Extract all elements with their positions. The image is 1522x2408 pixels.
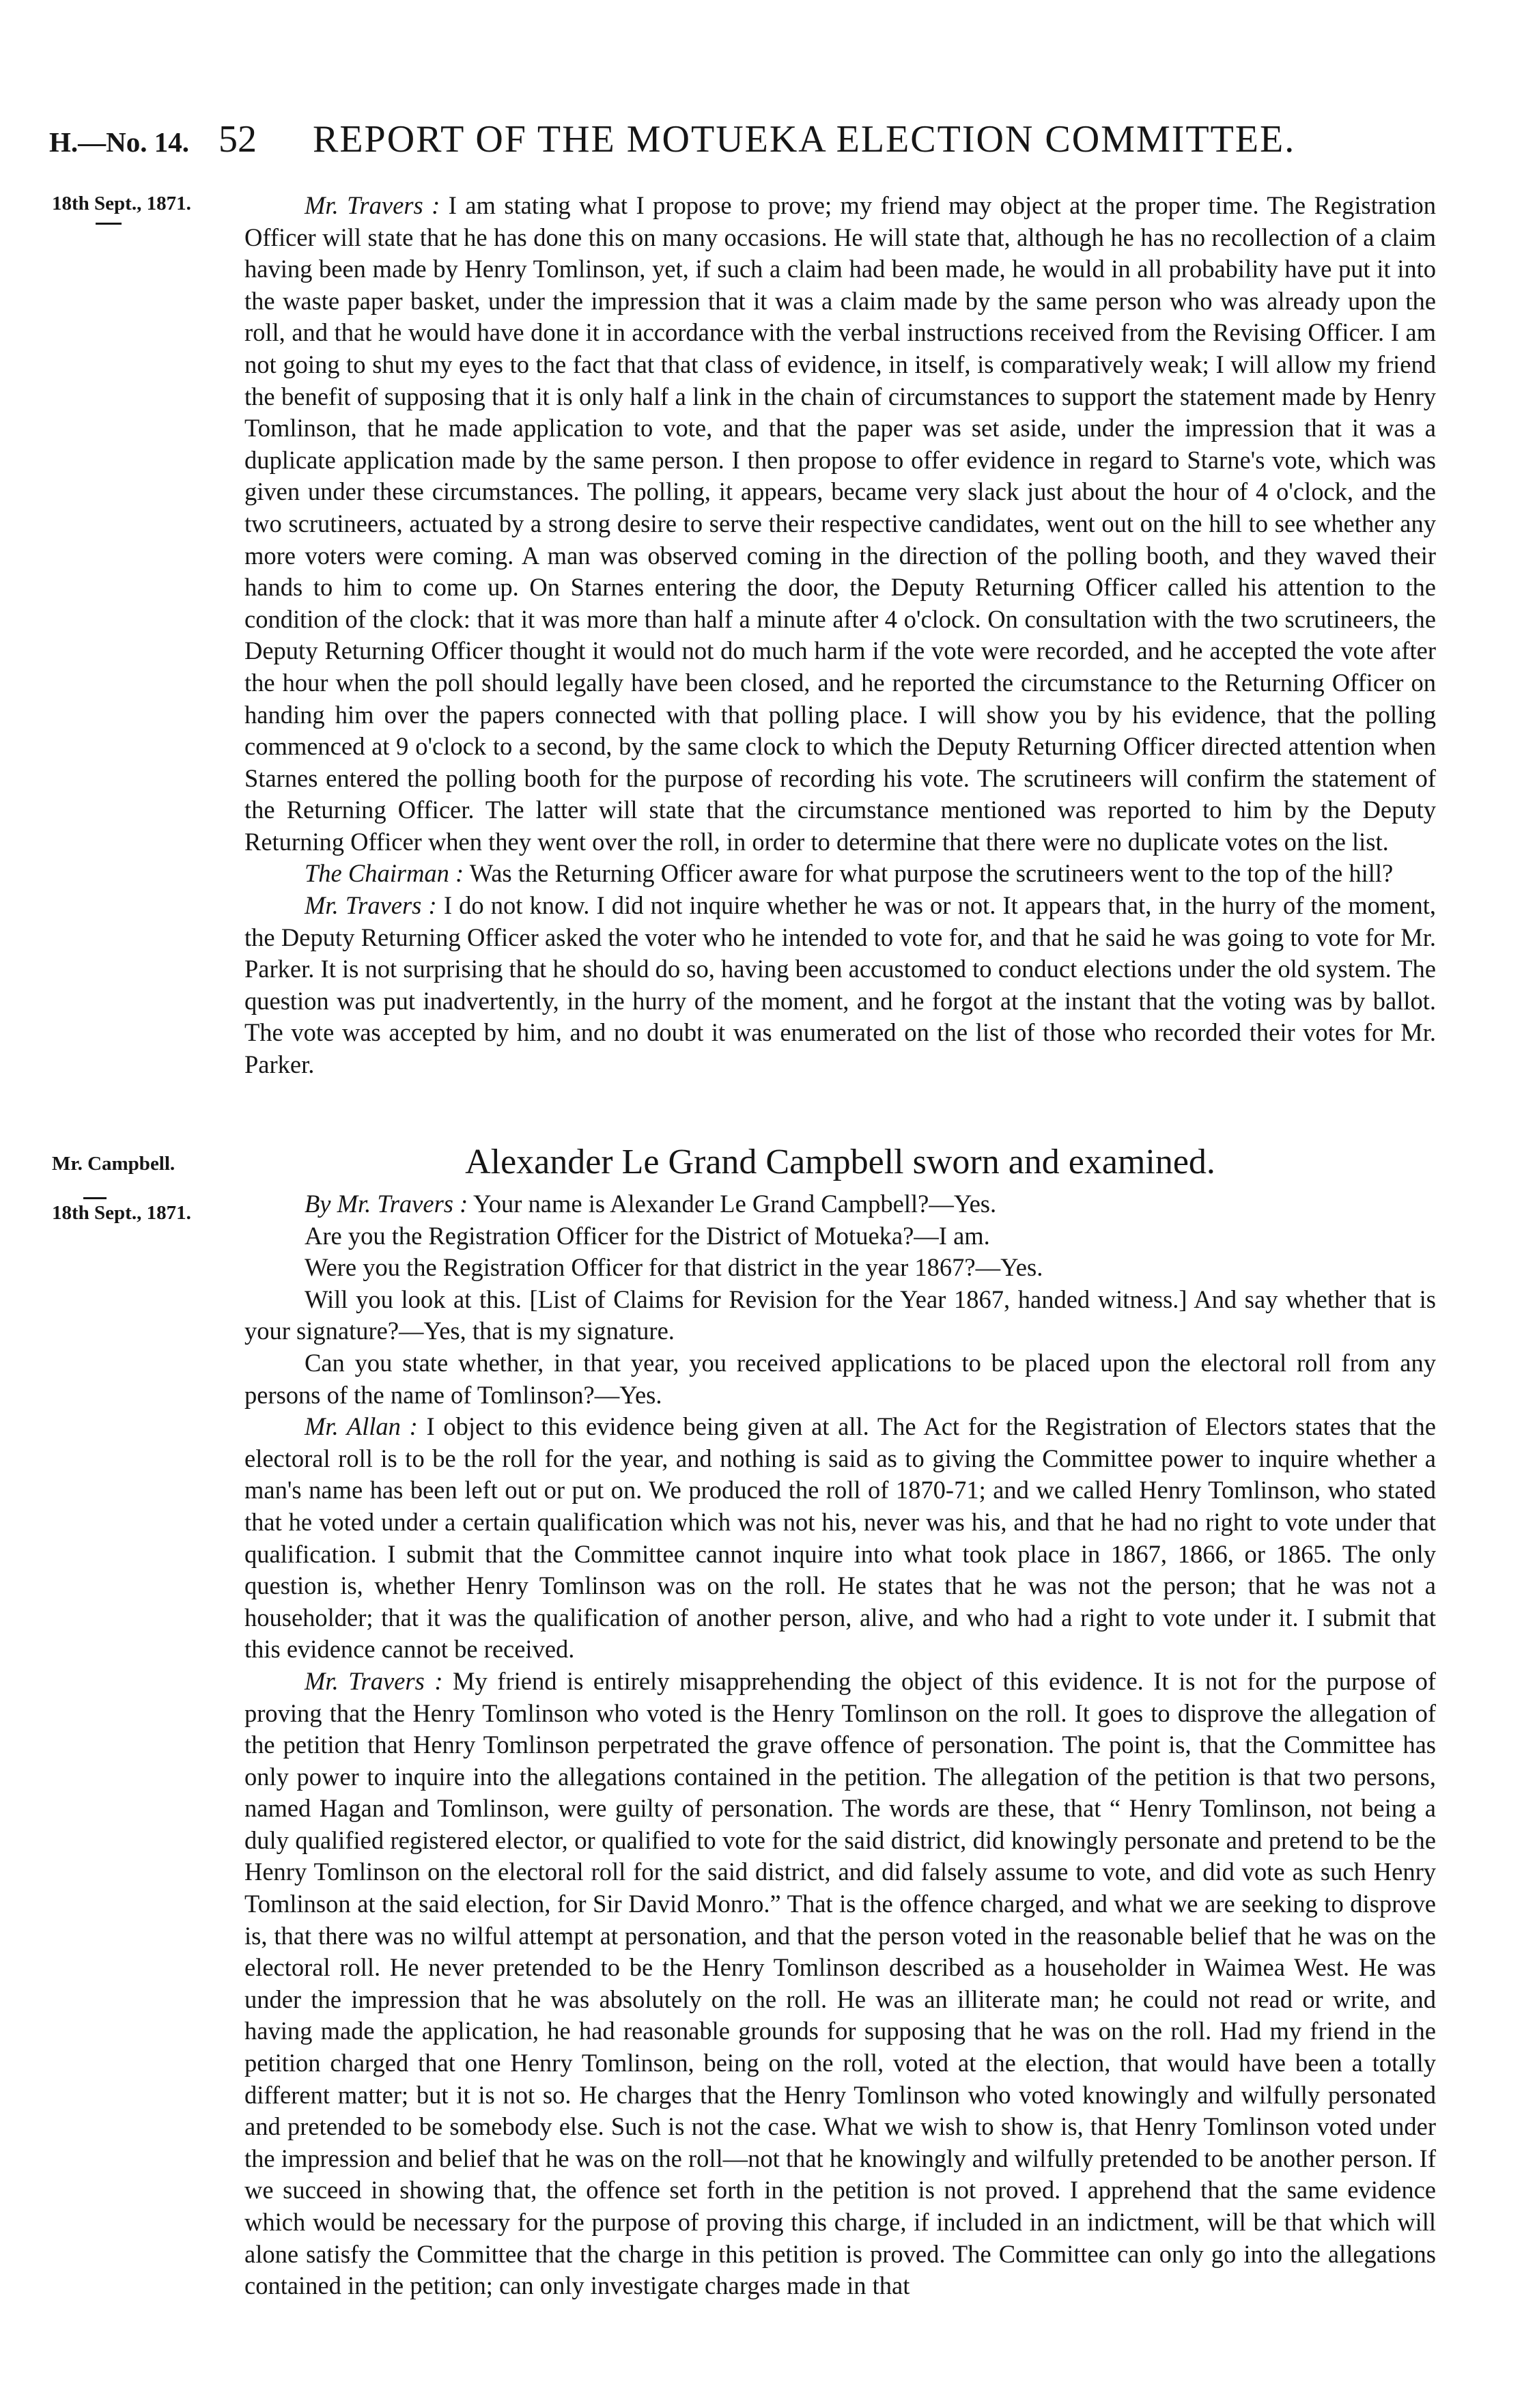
paragraph-text: I do not know. I did not inquire whether he was or not. It appears that, in the hurry of the moment, the Deputy Returning Officer asked the voter who he intended to vote for, and that he said he was going to vote for Mr. Parker. It is not surprising that he should do so, having been accustomed to conduct elections under the old system. The question was put inadvertently, in the hurry of the moment, and he forgot at the instant that the voting was by ballot. The vote was accepted by him, and no doubt it was enumerated on the list of those who recorded their votes for Mr. Parker. bbox=[244, 891, 1436, 1079]
question-2 bbox=[244, 1220, 1436, 1252]
question-5 bbox=[244, 1347, 1436, 1411]
paragraph-travers-2 bbox=[244, 890, 1436, 1081]
question-text: Are you the Registration Officer for the District of Motueka?—I am. bbox=[305, 1221, 990, 1250]
paragraph-text: Was the Returning Officer aware for what purpose the scrutineers went to the top of the hill? bbox=[469, 859, 1394, 888]
paragraph-text: I am stating what I propose to prove; my friend may object at the proper time. The Registration Officer will state that he has done this on many occasions. He will state that, although he has no recollection of a claim having been made by Henry Tomlinson, yet, if such a claim had been made, he would in all probability have put it into the waste paper basket, under the impression that it was a claim made by the same person who was already upon the roll, and that he would have done it in accordance with the verbal instructions received from the Revising Officer. I am not going to shut my eyes to the fact that that class of evidence, in itself, is comparatively weak; I will allow my friend the benefit of supposing that it is only half a link in the chain of circumstances to support the statement made by Henry Tomlinson, that he made application to vote, and that the paper was set aside, under the impression that it was a duplicate application made by the same person. I then propose to offer evidence in regard to Starne's vote, which was given under these circumstances. The polling, it appears, became very slack just about the hour of 4 o'clock, and the two scrutineers, actuated by a strong desire to serve their respective candidates, went out on the hill to see whether any more voters were coming. A man was observed coming in the direction of the polling booth, and they waved their hands to him to come up. On Starnes entering the door, the Deputy Returning Officer called his attention to the condition of the clock: that it was more than half a minute after 4 o'clock. On consultation with the two scrutineers, the Deputy Returning Officer thought it would not do much harm if the vote were recorded, and he accepted the vote after the hour when the poll should legally have been closed, and he reported the circumstance to the Returning Officer on handing him over the papers connected with that polling place. I will show you by his evidence, that the polling commenced at 9 o'clock to a second, by the same clock to which the Deputy Returning Officer directed attention when Starnes entered the polling booth for the purpose of recording his vote. The scrutineers will confirm the statement of the Returning Officer. The latter will state that the circumstance mentioned was reported to him by the Deputy Returning Officer when they went over the roll, in order to determine that there were no duplicate votes on the list. bbox=[244, 191, 1436, 856]
speaker-label: Mr. Travers : bbox=[305, 1666, 443, 1695]
page-header bbox=[49, 117, 1449, 172]
question-1 bbox=[244, 1188, 1436, 1220]
paragraph-text: My friend is entirely misapprehending the object of this evidence. It is not for the purpose of proving that the Henry Tomlinson who voted is the Henry Tomlinson on the roll. It goes to disprove the allegation of the petition that Henry Tomlinson perpetrated the grave offence of personation. The point is, that the Committee has only power to inquire into the allegations contained in the petition. The allegation of the petition is that two persons, named Hagan and Tomlinson, were guilty of personation. The words are these, that “ Henry Tomlinson, not being a duly qualified registered elector, or qualified to vote for the said district, did knowingly personate and pretend to be the Henry Tomlinson on the electoral roll for the said district, and did falsely assume to vote, and did vote as such Henry Tomlinson at the said election, for Sir David Monro.” That is the offence charged, and what we are seeking to disprove is, that there was no wilful attempt at personation, and that the person voted in the reasonable belief that he was on the electoral roll. He never pretended to be the Henry Tomlinson described as a householder in Waimea West. He was under the impression that he was absolutely on the roll. He was an illiterate man; he could not read or write, and having made the application, he had reasonable grounds for supposing that he was on the roll. Had my friend in the petition charged that one Henry Tomlinson, being on the roll, voted at the election, that would have been a totally different matter; but it is not so. He charges that the Henry Tomlinson who voted knowingly and wilfully personated and pretended to be somebody else. Such is not the case. What we wish to show is, that Henry Tomlinson voted under the impression and belief that he was on the roll—not that he knowingly and wilfully pretended to be another person. If we succeed in showing that, the offence set forth in the petition is not proved. I apprehend that the same evidence which would be necessary for the purpose of proving this charge, if included in an indictment, will be that which will alone satisfy the Committee that the charge in this petition is proved. The Committee can only go into the allegations contained in the petition; can only investigate charges made in that bbox=[244, 1666, 1436, 2300]
page-title: REPORT OF THE MOTUEKA ELECTION COMMITTEE. bbox=[313, 118, 1296, 160]
paragraph-travers-1 bbox=[244, 190, 1436, 858]
margin-witness: Mr. Campbell. bbox=[52, 1153, 175, 1175]
question-text: Were you the Registration Officer for that district in the year 1867?—Yes. bbox=[305, 1253, 1043, 1282]
question-text: Can you state whether, in that year, you received applications to be placed upon the electoral roll from any persons of the name of Tomlinson?—Yes. bbox=[244, 1348, 1436, 1409]
margin-date-2: 18th Sept., 1871. bbox=[52, 1202, 191, 1224]
paper-reference: H.—No. 14. bbox=[49, 126, 189, 158]
question-3 bbox=[244, 1252, 1436, 1284]
margin-dash-1 bbox=[96, 223, 122, 225]
margin-date-1: 18th Sept., 1871. bbox=[52, 193, 191, 214]
witness-heading: Alexander Le Grand Campbell sworn and examined. bbox=[465, 1143, 1215, 1181]
speaker-label: By Mr. Travers : bbox=[305, 1190, 468, 1218]
testimony-section-1 bbox=[244, 190, 1436, 1081]
speaker-label: Mr. Travers : bbox=[305, 191, 440, 219]
speaker-label: The Chairman : bbox=[305, 859, 464, 888]
paragraph-travers-3 bbox=[244, 1666, 1436, 2302]
speaker-label: Mr. Allan : bbox=[305, 1412, 418, 1441]
paragraph-text: I object to this evidence being given at all. The Act for the Registration of Electors states that the electoral roll is to be the roll for the year, and nothing is said as to giving the Committee power to inquire whether a man's name has been left out or put on. We produced the roll of 1870-71; and we called Henry Tomlinson, who stated that he voted under a certain qualification which was not his, never was his, and that he had no right to vote under that qualification. I submit that the Committee cannot inquire into what took place in 1867, 1866, or 1865. The only question is, whether Henry Tomlinson was on the roll. He states that he was not the person; that he was not a householder; that it was the qualification of another person, alive, and who had a right to vote under it. I submit that this evidence cannot be received. bbox=[244, 1412, 1436, 1664]
margin-dash-2 bbox=[83, 1197, 107, 1199]
speaker-label: Mr. Travers : bbox=[305, 891, 437, 920]
testimony-section-2 bbox=[244, 1188, 1436, 2302]
paragraph-chairman bbox=[244, 858, 1436, 890]
question-text: Will you look at this. [List of Claims for Revision for the Year 1867, handed witness.] And say whether that is your signature?—Yes, that is my signature. bbox=[244, 1285, 1436, 1345]
paragraph-allan bbox=[244, 1411, 1436, 1666]
question-4 bbox=[244, 1284, 1436, 1347]
page-number: 52 bbox=[219, 118, 257, 160]
question-text: Your name is Alexander Le Grand Campbell?—Yes. bbox=[473, 1190, 997, 1218]
